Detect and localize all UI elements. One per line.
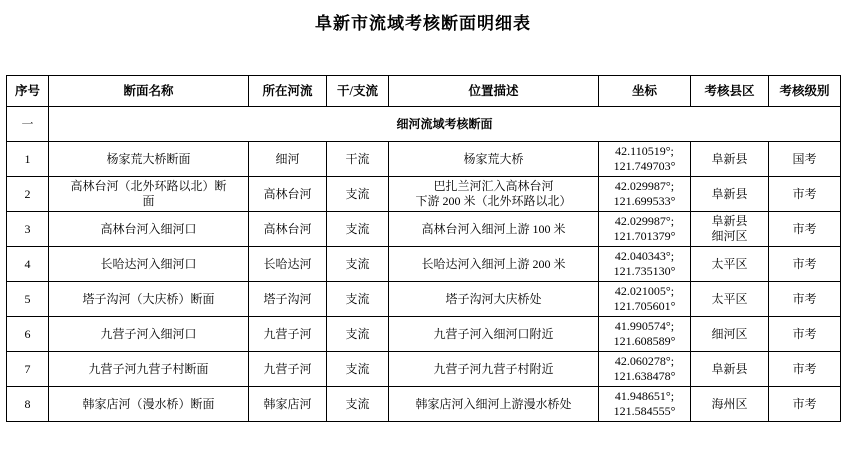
row-section-name: 九营子河入细河口: [49, 317, 249, 352]
row-level: 市考: [769, 177, 841, 212]
row-branch: 支流: [327, 177, 389, 212]
row-river: 九营子河: [249, 352, 327, 387]
row-section-name-line2: 面: [142, 194, 155, 208]
table-row: [7, 247, 841, 282]
table-row: [7, 317, 841, 352]
row-index: 2: [7, 177, 49, 212]
row-coordinates: [599, 247, 691, 282]
row-branch: 支流: [327, 212, 389, 247]
row-section-name: 杨家荒大桥断面: [49, 142, 249, 177]
table-row: [7, 387, 841, 422]
row-county-line2: 细河区: [711, 229, 748, 243]
row-longitude: 121.699533°: [613, 194, 676, 208]
row-longitude: 121.608589°: [613, 334, 676, 348]
row-location: 杨家荒大桥: [389, 142, 599, 177]
row-county-line1: 阜新县: [711, 214, 748, 228]
column-header-name: 断面名称: [49, 76, 249, 107]
row-branch: 支流: [327, 352, 389, 387]
row-coordinates: [599, 352, 691, 387]
row-longitude: 121.584555°: [613, 404, 676, 418]
row-level: 市考: [769, 387, 841, 422]
table-header-row: [7, 76, 841, 107]
page-title: 阜新市流域考核断面明细表: [315, 14, 531, 33]
row-latitude: 41.948651°;: [614, 389, 675, 403]
row-index: 4: [7, 247, 49, 282]
row-section-name-line1: 高林台河（北外环路以北）断: [70, 179, 227, 193]
row-county: 阜新县: [691, 177, 769, 212]
row-river: 塔子沟河: [249, 282, 327, 317]
row-river: 韩家店河: [249, 387, 327, 422]
row-section-name: 长哈达河入细河口: [49, 247, 249, 282]
row-level: 市考: [769, 317, 841, 352]
table-container: [6, 75, 840, 422]
section-index: 一: [7, 107, 49, 142]
row-longitude: 121.701379°: [613, 229, 676, 243]
row-river: 高林台河: [249, 177, 327, 212]
row-branch: 干流: [327, 142, 389, 177]
row-location: 塔子沟河大庆桥处: [389, 282, 599, 317]
table-row: [7, 142, 841, 177]
row-location: 高林台河入细河上游 100 米: [389, 212, 599, 247]
row-coordinates: [599, 282, 691, 317]
row-branch: 支流: [327, 282, 389, 317]
table-row: [7, 282, 841, 317]
row-longitude: 121.638478°: [613, 369, 676, 383]
row-latitude: 42.021005°;: [614, 284, 675, 298]
column-header-branch: 干/支流: [327, 76, 389, 107]
row-county: 细河区: [691, 317, 769, 352]
row-location-line1: 巴扎兰河汇入高林台河: [433, 179, 554, 193]
row-level: 市考: [769, 282, 841, 317]
row-river: 细河: [249, 142, 327, 177]
row-section-name: 韩家店河（漫水桥）断面: [49, 387, 249, 422]
row-county: 太平区: [691, 282, 769, 317]
row-county: [691, 212, 769, 247]
table-row: [7, 212, 841, 247]
row-river: 九营子河: [249, 317, 327, 352]
row-section-name: 塔子沟河（大庆桥）断面: [49, 282, 249, 317]
column-header-river: 所在河流: [249, 76, 327, 107]
row-location-line2: 下游 200 米（北外环路以北）: [415, 194, 572, 208]
row-section-name: 九营子河九营子村断面: [49, 352, 249, 387]
row-level: 市考: [769, 352, 841, 387]
table-row: [7, 177, 841, 212]
column-header-index: 序号: [7, 76, 49, 107]
column-header-county: 考核县区: [691, 76, 769, 107]
row-county: 阜新县: [691, 142, 769, 177]
row-index: 5: [7, 282, 49, 317]
row-longitude: 121.705601°: [613, 299, 676, 313]
section-label: 细河流域考核断面: [49, 107, 841, 142]
row-latitude: 42.029987°;: [614, 179, 675, 193]
row-county: 海州区: [691, 387, 769, 422]
row-level: 市考: [769, 212, 841, 247]
row-location: 韩家店河入细河上游漫水桥处: [389, 387, 599, 422]
column-header-location: 位置描述: [389, 76, 599, 107]
table-section-row: [7, 107, 841, 142]
row-coordinates: [599, 317, 691, 352]
table-row: [7, 352, 841, 387]
column-header-coordinates: 坐标: [599, 76, 691, 107]
row-index: 3: [7, 212, 49, 247]
row-index: 7: [7, 352, 49, 387]
row-section-name: [49, 177, 249, 212]
row-coordinates: [599, 177, 691, 212]
row-latitude: 42.029987°;: [614, 214, 675, 228]
row-river: 高林台河: [249, 212, 327, 247]
row-longitude: 121.735130°: [613, 264, 676, 278]
row-latitude: 41.990574°;: [614, 319, 675, 333]
row-longitude: 121.749703°: [613, 159, 676, 173]
row-latitude: 42.060278°;: [614, 354, 675, 368]
row-location: 长哈达河入细河上游 200 米: [389, 247, 599, 282]
row-branch: 支流: [327, 247, 389, 282]
row-county: 阜新县: [691, 352, 769, 387]
section-detail-table: [6, 75, 841, 422]
row-location: 九营子河九营子村附近: [389, 352, 599, 387]
column-header-level: 考核级别: [769, 76, 841, 107]
row-location: [389, 177, 599, 212]
row-index: 8: [7, 387, 49, 422]
row-river: 长哈达河: [249, 247, 327, 282]
row-latitude: 42.110519°;: [615, 144, 674, 158]
row-latitude: 42.040343°;: [614, 249, 675, 263]
row-index: 1: [7, 142, 49, 177]
row-branch: 支流: [327, 317, 389, 352]
row-level: 市考: [769, 247, 841, 282]
row-location: 九营子河入细河口附近: [389, 317, 599, 352]
row-section-name: 高林台河入细河口: [49, 212, 249, 247]
row-index: 6: [7, 317, 49, 352]
row-level: 国考: [769, 142, 841, 177]
row-coordinates: [599, 142, 691, 177]
row-branch: 支流: [327, 387, 389, 422]
row-coordinates: [599, 212, 691, 247]
row-coordinates: [599, 387, 691, 422]
row-county: 太平区: [691, 247, 769, 282]
